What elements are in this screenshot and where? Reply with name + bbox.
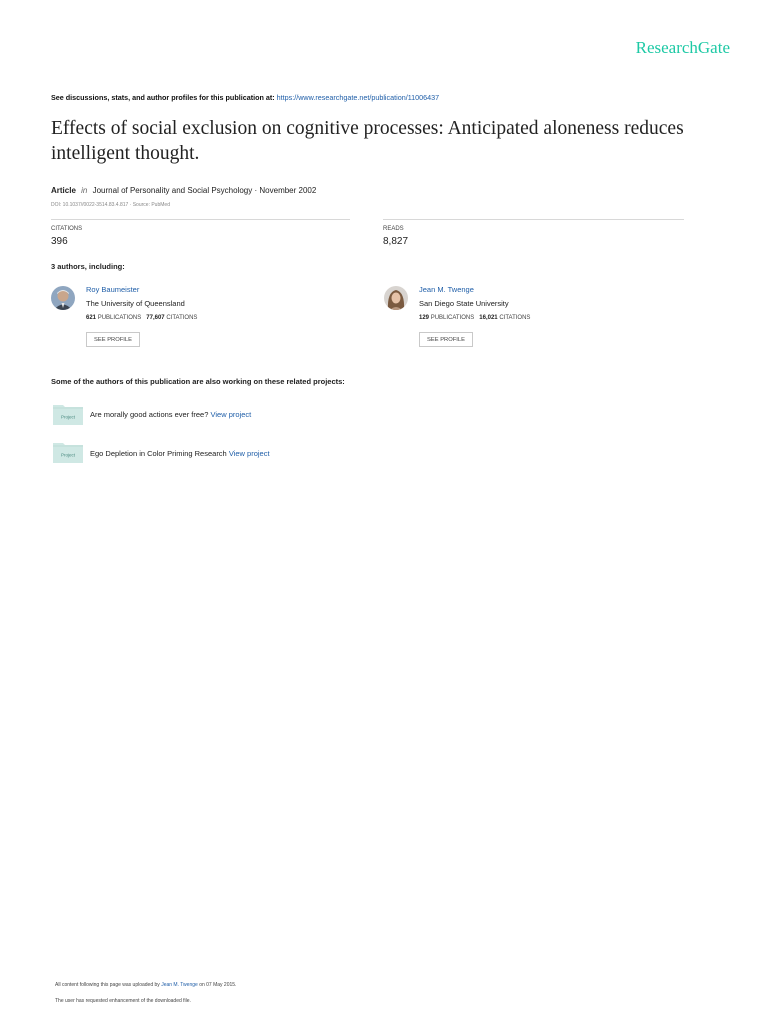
divider xyxy=(383,219,684,220)
page-title: Effects of social exclusion on cognitive processes: Anticipated aloneness reduces intelligent thought. xyxy=(51,118,684,164)
author-stats xyxy=(86,315,197,321)
publications-count: 129 xyxy=(419,315,430,321)
author-citations-count: 16,021 xyxy=(479,315,498,321)
publications-label: PUBLICATIONS xyxy=(430,315,475,321)
avatar[interactable] xyxy=(384,286,408,310)
project-folder-icon xyxy=(53,441,83,463)
doi-source: DOI: 10.1037//0022-3514.83.4.817 · Source: PubMed xyxy=(51,202,170,208)
divider xyxy=(51,219,350,220)
citations-count: 396 xyxy=(51,236,68,247)
article-meta xyxy=(51,186,316,195)
journal-name[interactable]: Journal of Personality and Social Psychology xyxy=(92,186,253,195)
project-icon-label: Project xyxy=(60,414,76,420)
view-project-link[interactable]: View project xyxy=(228,449,270,458)
see-discussions-line xyxy=(51,93,439,102)
project-title: Are morally good actions ever free? xyxy=(90,410,209,419)
project-item xyxy=(90,410,251,419)
view-project-link[interactable]: View project xyxy=(210,410,252,419)
in-label: in xyxy=(81,186,88,195)
avatar[interactable] xyxy=(51,286,75,310)
project-folder-icon xyxy=(53,403,83,425)
article-type: Article xyxy=(51,186,76,195)
authors-heading: 3 authors, including: xyxy=(51,262,125,271)
author-name-link[interactable]: Jean M. Twenge xyxy=(419,285,474,294)
uploader-link[interactable]: Jean M. Twenge xyxy=(161,982,198,988)
projects-heading: Some of the authors of this publication are also working on these related projects: xyxy=(51,377,345,386)
author-institution: San Diego State University xyxy=(419,299,509,308)
reads-label: READS xyxy=(383,226,404,232)
author-name-link[interactable]: Roy Baumeister xyxy=(86,285,140,294)
project-title: Ego Depletion in Color Priming Research xyxy=(90,449,227,458)
author-citations-label: CITATIONS xyxy=(499,315,531,321)
project-icon-label: Project xyxy=(60,452,76,458)
researchgate-logo[interactable]: ResearchGate xyxy=(635,38,730,57)
author-stats xyxy=(419,315,530,321)
see-profile-button[interactable]: SEE PROFILE xyxy=(419,332,473,347)
publications-count: 621 xyxy=(86,315,97,321)
see-profile-button[interactable]: SEE PROFILE xyxy=(86,332,140,347)
upload-note xyxy=(55,982,236,988)
see-discussions-text: See discussions, stats, and author profiles for this publication at: xyxy=(51,93,275,102)
citations-label: CITATIONS xyxy=(51,226,83,232)
author-institution: The University of Queensland xyxy=(86,299,185,308)
author-citations-label: CITATIONS xyxy=(166,315,198,321)
publications-label: PUBLICATIONS xyxy=(97,315,142,321)
reads-count: 8,827 xyxy=(383,236,409,247)
enhancement-note: The user has requested enhancement of the downloaded file. xyxy=(55,998,191,1004)
project-item xyxy=(90,449,270,458)
upload-suffix: on 07 May 2015. xyxy=(199,982,237,988)
author-citations-count: 77,607 xyxy=(146,315,165,321)
upload-prefix: All content following this page was uploaded by xyxy=(55,982,160,988)
publication-url-link[interactable]: https://www.researchgate.net/publication/11006437 xyxy=(276,93,440,102)
publication-date: · November 2002 xyxy=(254,186,317,195)
